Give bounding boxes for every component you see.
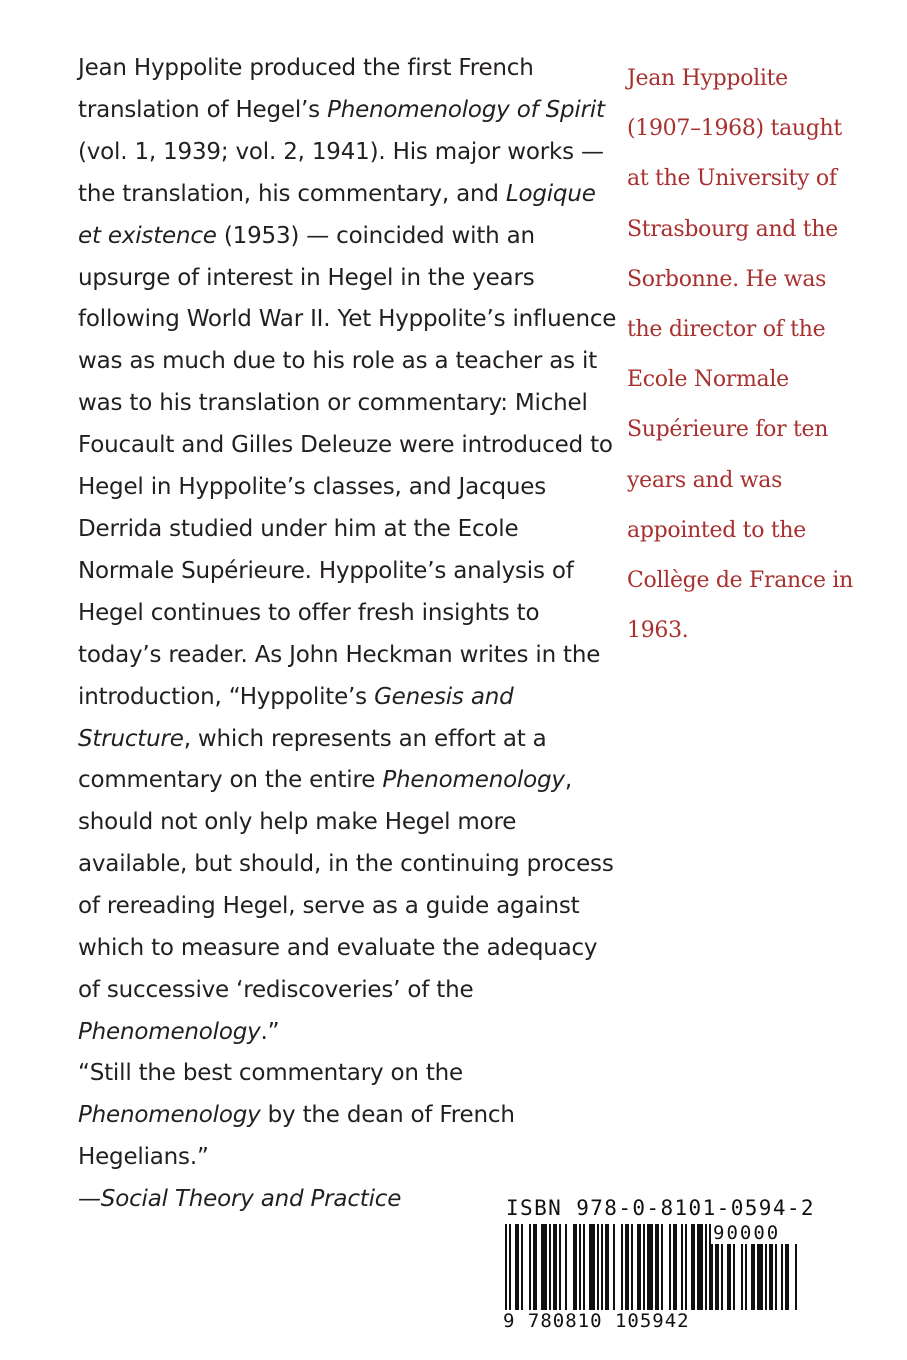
- review-quote: [78, 1052, 518, 1220]
- book-title: Phenomenology of Spirit: [327, 96, 605, 123]
- barcode-stripe: [795, 1244, 797, 1310]
- book-title: Phenomenology: [78, 1102, 261, 1128]
- blurb-text: Jean Hyppolite produced the first French translation of Hegel’s: [78, 55, 534, 123]
- barcode: [505, 1224, 707, 1310]
- description-paragraph: [78, 48, 618, 1054]
- quote-text: [78, 1052, 518, 1178]
- quote-part: “Still the best commentary on the: [78, 1060, 463, 1086]
- isbn-label: ISBN 978-0-8101-0594-2: [506, 1196, 815, 1220]
- book-title: Genesis and Structure: [78, 683, 514, 752]
- author-bio: Jean Hyppolite (1907–1968) taught at the University of Strasbourg and the Sorbonne. He was the director of the Ecole Normale Supérieure for ten years and was appointed to the Collège de France in 1963.: [627, 66, 853, 644]
- blurb-text: .”: [260, 1018, 280, 1045]
- blurb-text: , which represents an effort at a commentary on the entire: [78, 725, 547, 794]
- description-blurb: [78, 48, 618, 1054]
- quote-source: —Social Theory and Practice: [78, 1186, 402, 1212]
- blurb-text: , should not only help make Hegel more available, but should, in the continuing process of rereading Hegel, serve as a guide against which to measure and evaluate the adequacy of successive ‘rediscoveries’ of the: [78, 767, 614, 1003]
- book-title: Logique et existence: [78, 180, 596, 249]
- barcode-addon: [711, 1244, 799, 1310]
- book-title: Phenomenology: [382, 767, 565, 794]
- barcode-addon-digits: 90000: [713, 1222, 781, 1244]
- quote-part: by the dean of French Hegelians.”: [78, 1102, 515, 1170]
- book-title: Phenomenology: [78, 1018, 261, 1045]
- blurb-text: (vol. 1, 1939; vol. 2, 1941). His major works — the translation, his commentary, and: [78, 138, 604, 207]
- blurb-text: (1953) — coincided with an upsurge of interest in Hegel in the years following World War II. Yet Hyppolite’s influence was as much due to his role as a teacher as it was to his translation or commentary: Michel Foucault and Gilles Deleuze were introduced to Hegel in Hyppolite’s classes, and Jacques Derrida studied under him at the Ecole Normale Supérieure. Hyppolite’s analysis of Hegel continues to offer fresh insights to today’s reader. As John Heckman writes in the introduction, “Hyppolite’s: [78, 222, 617, 710]
- barcode-digits: 9 780810 105942: [503, 1310, 690, 1332]
